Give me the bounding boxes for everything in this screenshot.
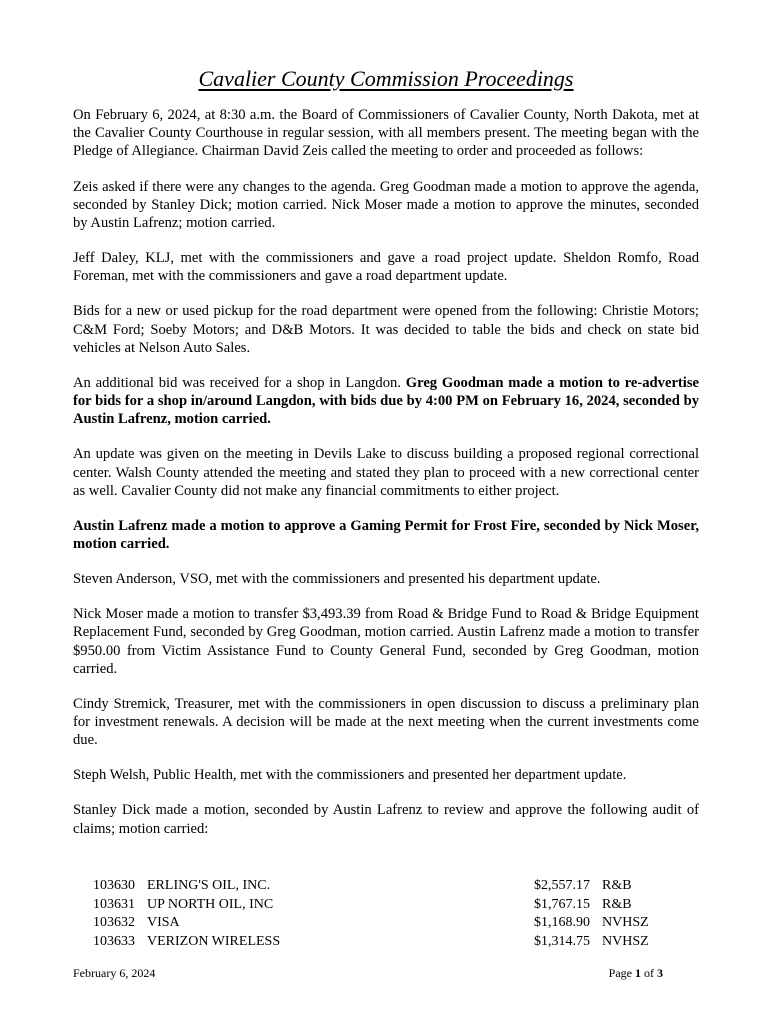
claim-amount: $2,557.17 xyxy=(534,878,590,893)
page-current: 1 xyxy=(635,966,641,980)
claim-number: 103633 xyxy=(93,934,135,950)
footer-page-number xyxy=(609,966,663,981)
shop-bid-text: An additional bid was received for a shop in Langdon. xyxy=(73,374,406,391)
document-title: Cavalier County Commission Proceedings xyxy=(198,66,574,91)
claim-fund: NVHSZ xyxy=(602,934,649,950)
paragraph-meeting-opening: On February 6, 2024, at 8:30 a.m. the Board of Commissioners of Cavalier County, North Dakota, met at the Cavalier County Courthouse in regular session, with all members present. The meeting began with the Pledge of Allegiance. Chairman David Zeis called the meeting to order and proceeded as follows: xyxy=(73,107,699,160)
table-row xyxy=(93,914,649,933)
table-row xyxy=(93,933,649,952)
paragraph-correctional-center: An update was given on the meeting in Devils Lake to discuss building a proposed regional correctional center. Walsh County attended the meeting and stated they plan to proceed with a new correctional center as well. Cavalier County did not make any financial commitments to either project. xyxy=(73,446,699,499)
table-row xyxy=(93,896,649,915)
footer-date: February 6, 2024 xyxy=(73,966,156,980)
claim-number: 103630 xyxy=(93,878,135,893)
claim-amount: $1,314.75 xyxy=(534,934,590,950)
page-of: of xyxy=(641,966,657,980)
claim-fund: NVHSZ xyxy=(602,915,649,931)
paragraph-shop-bid xyxy=(73,374,699,429)
claim-vendor: UP NORTH OIL, INC xyxy=(147,896,274,912)
paragraph-audit-claims: Stanley Dick made a motion, seconded by Austin Lafrenz to review and approve the following audit of claims; motion carried: xyxy=(73,802,699,837)
paragraph-pickup-bids: Bids for a new or used pickup for the road department were opened from the following: Christie Motors; C&M Ford; Soeby Motors; and D&B Motors. It was decided to table the bids and check on state bid vehicles at Nelson Auto Sales. xyxy=(73,303,699,356)
claim-fund: R&B xyxy=(602,896,632,912)
paragraph-road-update: Jeff Daley, KLJ, met with the commissioners and gave a road project update. Sheldon Romfo, Road Foreman, met with the commissioners and gave a road department update. xyxy=(73,250,699,285)
paragraph-vso-update: Steven Anderson, VSO, met with the commissioners and presented his department update. xyxy=(73,571,601,588)
claim-number: 103631 xyxy=(93,896,135,912)
paragraph-agenda-approval: Zeis asked if there were any changes to the agenda. Greg Goodman made a motion to approve the agenda, seconded by Stanley Dick; motion carried. Nick Moser made a motion to approve the minutes, seconded by Austin Lafrenz; motion carried. xyxy=(73,178,699,231)
claim-vendor: VERIZON WIRELESS xyxy=(147,934,281,950)
claim-vendor: VISA xyxy=(147,915,180,931)
claim-number: 103632 xyxy=(93,915,135,931)
paragraph-investment-renewals: Cindy Stremick, Treasurer, met with the commissioners in open discussion to discuss a preliminary plan for investment renewals. A decision will be made at the next meeting when the current investments come due. xyxy=(73,695,699,749)
shop-bid-motion: Greg Goodman made a motion to re-advertise for bids for a shop in/around Langdon, with bids due by 4:00 PM on February 16, 2024, seconded by Austin Lafrenz, motion carried. xyxy=(73,374,699,428)
claim-vendor: ERLING'S OIL, INC. xyxy=(147,878,271,893)
page-total: 3 xyxy=(657,966,663,980)
claim-fund: R&B xyxy=(602,878,632,893)
paragraph-public-health: Steph Welsh, Public Health, met with the commissioners and presented her department update. xyxy=(73,767,627,784)
paragraph-fund-transfers: Nick Moser made a motion to transfer $3,493.39 from Road & Bridge Fund to Road & Bridge Equipment Replacement Fund, seconded by Greg Goodman, motion carried. Austin Lafrenz made a motion to transfer $950.00 from Victim Assistance Fund to County General Fund, seconded by Greg Goodman, motion carried. xyxy=(73,606,699,677)
table-row xyxy=(93,877,649,896)
document-body xyxy=(73,106,699,855)
claim-amount: $1,168.90 xyxy=(534,915,590,931)
claim-amount: $1,767.15 xyxy=(534,896,590,912)
page-prefix: Page xyxy=(608,966,635,980)
paragraph-gaming-permit: Austin Lafrenz made a motion to approve a Gaming Permit for Frost Fire, seconded by Nick Moser, motion carried. xyxy=(73,517,699,552)
claims-table xyxy=(93,877,649,952)
